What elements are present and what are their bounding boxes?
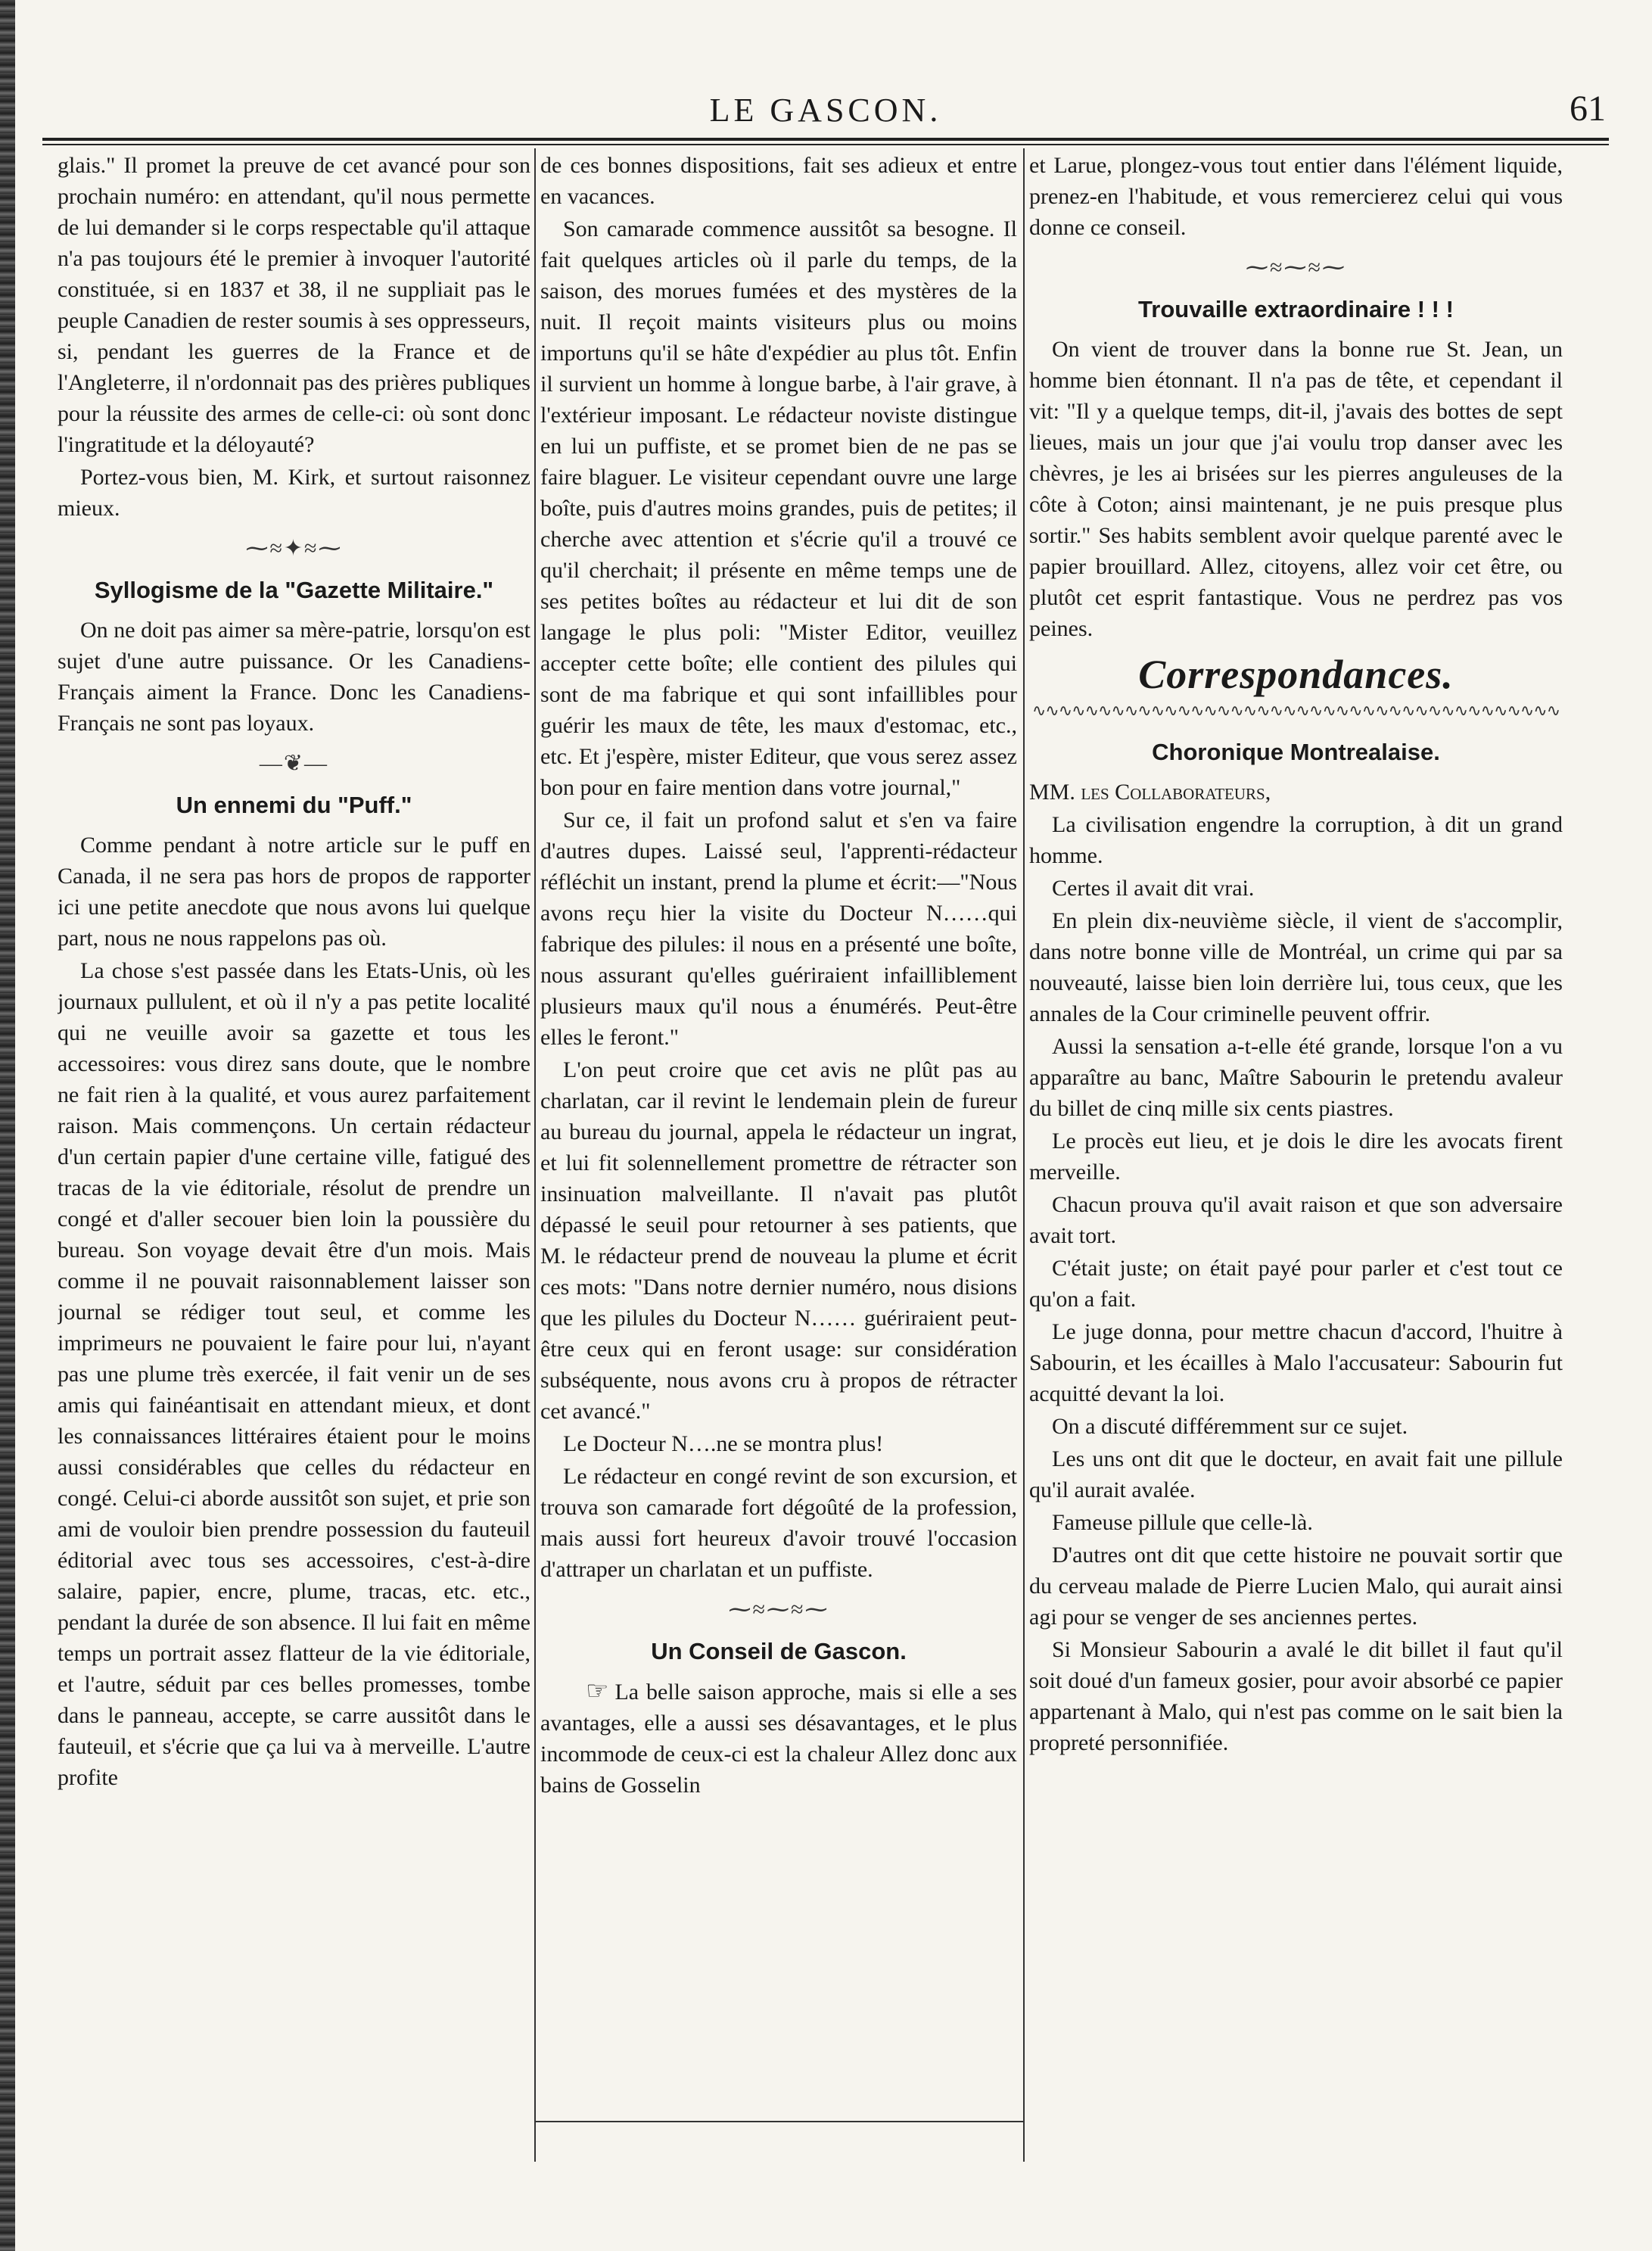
wavy-rule: ∿∿∿∿∿∿∿∿∿∿∿∿∿∿∿∿∿∿∿∿∿∿∿∿∿∿∿∿∿∿∿∿∿∿∿∿∿∿∿∿: [1031, 701, 1560, 720]
page-header: [42, 82, 1609, 142]
ornament-divider: —❦—: [259, 751, 329, 776]
salutation: MM. les Collaborateurs,: [1029, 780, 1271, 805]
article-title: Trouvaille extraordinaire ! ! !: [1138, 296, 1454, 322]
paragraph: Le juge donna, pour mettre chacun d'accord, l'huitre à Sabourin, et les écailles à Malo l'accusateur: Sabourin fut acquitté devant la loi.: [1029, 1319, 1563, 1406]
paragraph: La civilisation engendre la corruption, à dit un grand homme.: [1029, 812, 1563, 868]
paragraph: Sur ce, il fait un profond salut et s'en va faire d'autres dupes. Laissé seul, l'apprenti-rédacteur réfléchit un instant, prend la plume et écrit:—"Nous avons reçu hier la visite du Docteur N……qui fabrique des pilules: il nous en a présenté une boîte, nous assurant qu'elles guériraient infailliblement plusieurs maux qu'il nous a énumérés. Peut-être elles le feront.": [540, 808, 1017, 1050]
paragraph-text: La belle saison approche, mais si elle a ses avantages, elle a aussi ses désavantages, et le plus incommode de ceux-ci est la chaleur Allez donc aux bains de Gosselin: [540, 1680, 1017, 1798]
paragraph: et Larue, plongez-vous tout entier dans l'élément liquide, prenez-en l'habitude, et vous remercierez celui qui vous donne ce conseil.: [1029, 153, 1563, 240]
paragraph: Aussi la sensation a-t-elle été grande, lorsque l'on a vu apparaître au banc, Maître Sabourin le pretendu avaleur du billet de cinq mille six cents piastres.: [1029, 1034, 1563, 1121]
article-title: Syllogisme de la "Gazette Militaire.": [94, 577, 494, 603]
page-number: 61: [1570, 89, 1606, 129]
column-2: [540, 150, 1017, 2148]
paragraph: On vient de trouver dans la bonne rue St. Jean, un homme bien étonnant. Il n'a pas de tête, et cependant il vit: "Il y a quelque temps, dit-il, j'avais des bottes de sept lieues, mais un jour que j'ai voulu trop danser avec les chèvres, je les ai brisées sur les pierres anguleuses de la côte à Coton; ainsi maintenant, je ne puis presque plus sortir." Ses habits semblent avoir quelque parenté avec le papier brouillard. Allez, citoyens, allez voir cet être, ou plutôt cet esprit fantastique. Vous ne perdrez pas vos peines.: [1029, 337, 1563, 641]
header-rule-thin: [42, 144, 1609, 145]
paragraph: Le procès eut lieu, et je dois le dire les avocats firent merveille.: [1029, 1129, 1563, 1185]
ornament-divider: ⁓≈⁓≈⁓: [1246, 255, 1346, 280]
binding-edge: [0, 0, 15, 2251]
column-1: [58, 150, 530, 2148]
paragraph: Le rédacteur en congé revint de son excursion, et trouva son camarade fort dégoûté de la profession, mais aussi fort heureux d'avoir trouvé l'occasion d'attraper un charlatan et un puffiste.: [540, 1464, 1017, 1582]
paragraph: [540, 1676, 1017, 1801]
paragraph: Portez-vous bien, M. Kirk, et surtout raisonnez mieux.: [58, 465, 530, 521]
paragraph: L'on peut croire que cet avis ne plût pas au charlatan, car il revint le lendemain plein de fureur au bureau du journal, appela le rédacteur un ingrat, et lui fit solennellement promettre de rétracter son insinuation malveillante. Il n'avait pas plutôt dépassé le seuil pour retourner à ses patients, que M. le rédacteur prend de nouveau la plume et écrit ces mots: "Dans notre dernier numéro, nous disions que les pilules du Docteur N…… guériraient peut-être ceux qui en feront usage: sur considération subséquente, nous avons cru à propos de rétracter cet avancé.": [540, 1057, 1017, 1424]
paragraph: Chacun prouva qu'il avait raison et que son adversaire avait tort.: [1029, 1192, 1563, 1248]
paragraph: de ces bonnes dispositions, fait ses adieux et entre en vacances.: [540, 153, 1017, 209]
paragraph: On ne doit pas aimer sa mère-patrie, lorsqu'on est sujet d'une autre puissance. Or les Canadiens-Français aiment la France. Donc les Canadiens-Français ne sont pas loyaux.: [58, 618, 530, 736]
paragraph: Le Docteur N….ne se montra plus!: [563, 1431, 884, 1456]
column-divider: [534, 148, 536, 2162]
article-title: Un ennemi du "Puff.": [176, 792, 412, 818]
paragraph: glais." Il promet la preuve de cet avancé pour son prochain numéro: en attendant, qu'il nous permette de lui demander si le corps respectable qu'il attaque n'a pas toujours été le premier à invoquer l'autorité constituée, si en 1837 et 38, il ne suppliait pas le peuple Canadien de rester soumis à ses oppresseurs, si, pendant les guerres de la France et de l'Angleterre, il n'ordonnait pas des prières publiques pour la réussite des armes de celle-ci: où sont donc l'ingratitude et la déloyauté?: [58, 153, 530, 457]
column-divider: [1023, 148, 1025, 2162]
paragraph: On a discuté différemment sur ce sujet.: [1052, 1414, 1408, 1439]
article-title: Un Conseil de Gascon.: [651, 1638, 907, 1664]
ornament-divider: ⁓≈⁓≈⁓: [728, 1597, 829, 1622]
paragraph: Si Monsieur Sabourin a avalé le dit billet il faut qu'il soit doué d'un fameux gosier, pour avoir absorbé ce papier appartenant à Malo, qui n'est pas comme on le sait bien la propreté personnifiée.: [1029, 1637, 1563, 1755]
paragraph: Certes il avait dit vrai.: [1052, 876, 1255, 901]
section-heading: Correspondances.: [1138, 652, 1454, 697]
article-title: Choronique Montrealaise.: [1152, 739, 1440, 765]
paragraph: Son camarade commence aussitôt sa besogne. Il fait quelques articles où il parle du temps, de la saison, des morues fumées et des mystères de la nuit. Il reçoit maints visiteurs plus ou moins importuns qu'il se hâte d'expédier au plus tôt. Enfin il survient un homme à longue barbe, à l'air grave, à l'extérieur imposant. Le rédacteur noviste distingue en lui un puffiste, et se promet bien de ne pas se faire blaguer. Le visiteur cependant ouvre une large boîte, puis d'autres moins grandes, puis de petites; il cherche avec attention et s'écrie qu'il a trouvé ce qu'il cherchait; il présente en même temps une de ses petites boîtes au rédacteur et lui dit de son langage le plus poli: "Mister Editor, veuillez accepter cette boîte; elle contient des pilules qui sont de ma fabrique et qui sont infaillibles pour guérir les maux de tête, les maux d'estomac, etc., etc. Et j'espère, mister Editeur, que vous serez assez bon pour en faire mention dans votre journal,": [540, 216, 1017, 800]
ornament-divider: ⁓≈✦≈⁓: [245, 536, 343, 561]
pointing-hand-icon: ☞: [586, 1677, 609, 1705]
paragraph: En plein dix-neuvième siècle, il vient de s'accomplir, dans notre bonne ville de Montréal, un crime qui par sa nouveauté, laisse bien loin derrière lui, tous ceux, que les annales de la Cour criminelle peuvent offrir.: [1029, 908, 1563, 1026]
paragraph: Fameuse pillule que celle-là.: [1052, 1510, 1313, 1535]
masthead: LE GASCON.: [709, 92, 942, 129]
paragraph: C'était juste; on était payé pour parler et c'est tout ce qu'on a fait.: [1029, 1256, 1563, 1312]
paragraph: Les uns ont dit que le docteur, en avait fait une pillule qu'il aurait avalée.: [1029, 1446, 1563, 1502]
paragraph: D'autres ont dit que cette histoire ne pouvait sortir que du cerveau malade de Pierre Lucien Malo, qui aurait ainsi agi pour se venger de ses anciennes pertes.: [1029, 1543, 1563, 1630]
paragraph: La chose s'est passée dans les Etats-Unis, où les journaux pullulent, et où il n'y a pas petite localité qui ne veuille avoir sa gazette et tous les accessoires: vous direz sans doute, que le nombre ne fait rien à la qualité, et vous aurez parfaitement raison. Mais commençons. Un certain rédacteur d'un certain papier d'une certaine ville, fatigué des tracas de la vie éditoriale, résolut de prendre un congé et d'aller secouer bien loin la poussière du bureau. Son voyage devait être d'un mois. Mais comme il ne pouvait raisonnablement laisser son journal se rédiger tout seul, et comme les imprimeurs ne pouvaient le faire pour lui, n'ayant pas une plume très exercée, il fait venir un de ses amis qui fainéantisait en attendant mieux, et dont les connaissances littéraires étaient pour le moins aussi considérables que celles du rédacteur en congé. Celui-ci aborde aussitôt son sujet, et prie son ami de vouloir bien prendre possession du fauteuil éditorial avec tous ses accessoires, c'est-à-dire salaire, papier, encre, plume, tracas, etc. etc., pendant la durée de son absence. Il lui fait en même temps un portrait assez flatteur de la vie éditoriale, et l'autre, séduit par ces belles promesses, tombe dans le panneau, accepte, se carre aussitôt dans le fauteuil, et s'écrie que ça lui va à merveille. L'autre profite: [58, 958, 530, 1790]
column-3: [1029, 150, 1563, 2148]
paragraph: Comme pendant à notre article sur le puff en Canada, il ne sera pas hors de propos de rapporter ici une petite anecdote que nous avons lui quelque part, nous ne nous rappelons pas où.: [58, 833, 530, 951]
header-rule: [42, 138, 1609, 141]
